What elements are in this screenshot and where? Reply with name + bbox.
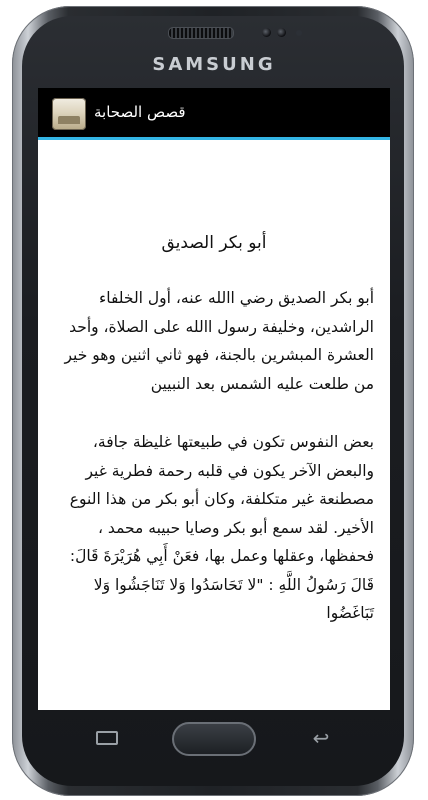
earpiece-speaker xyxy=(168,27,234,39)
home-button[interactable] xyxy=(172,722,256,756)
article-paragraph: بعض النفوس تكون في طبيعتها غليظة جافة، والبعض الآخر يكون في قلبه رحمة فطرية غير مصطنعة غير متكلفة، وكان أبو بكر من هذا النوع الأخير. لقد سمع أبو بكر وصايا حبيبه محمد ، فحفظها، وعقلها وعمل بها، فعَنْ أَبِي هُرَيْرَةَ قَالَ: قَالَ رَسُولُ اللَّهِ : "لا تَحَاسَدُوا وَلا تَنَاجَشُوا وَلا تَبَاغَضُوا xyxy=(69,433,374,622)
app-title: قصص الصحابة xyxy=(94,103,186,121)
article-content[interactable] xyxy=(38,144,390,710)
proximity-sensor xyxy=(262,28,271,37)
recent-apps-icon[interactable] xyxy=(96,731,118,745)
article-paragraph: أبو بكر الصديق رضي االله عنه، أول الخلفاء الراشدين، وخليفة رسول االله على الصلاة، وأحد العشرة المبشرين بالجنة، فهو ثاني اثنين وهو خير من طلعت عليه الشمس بعد النبيين xyxy=(64,289,374,393)
back-icon[interactable]: ↩ xyxy=(312,726,330,750)
action-bar xyxy=(38,88,390,140)
front-camera xyxy=(296,30,302,36)
brand-logo: SAMSUNG xyxy=(152,54,276,75)
article-title: أبو بكر الصديق xyxy=(161,233,267,253)
app-screen xyxy=(38,88,390,710)
app-icon[interactable] xyxy=(52,98,86,130)
light-sensor xyxy=(277,28,286,37)
